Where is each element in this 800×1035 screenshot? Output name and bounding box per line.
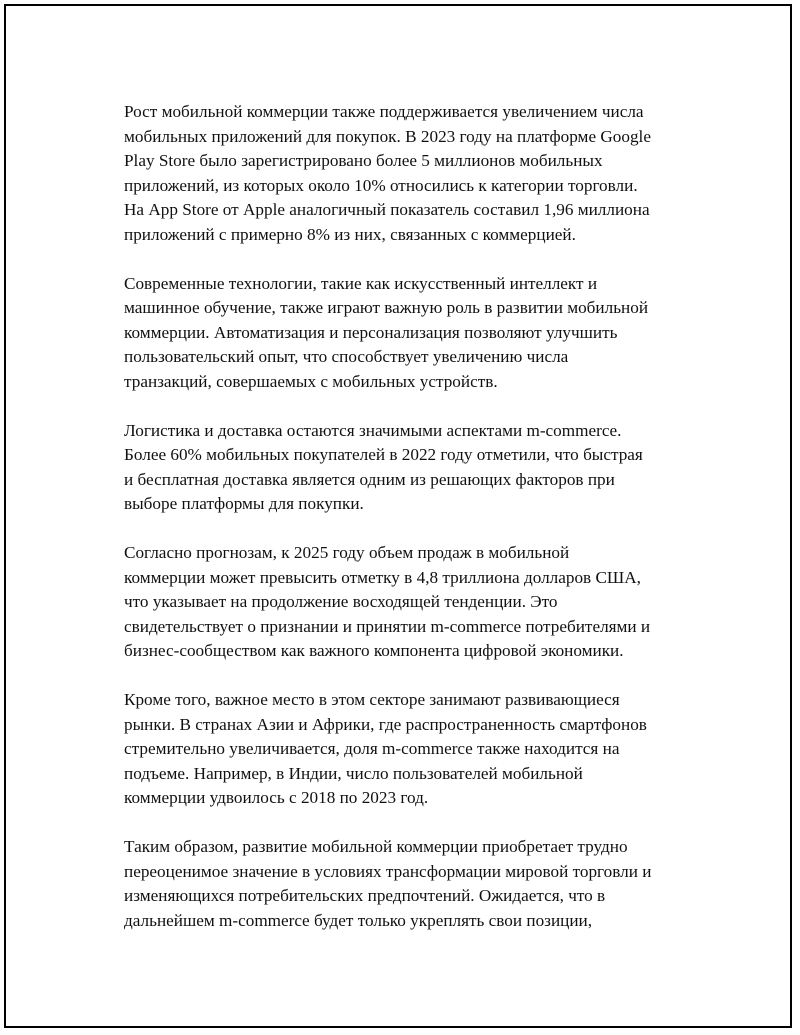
text-line: пользовательский опыт, что способствует увеличению числа [124, 347, 569, 366]
text-line: Play Store было зарегистрировано более 5 миллионов мобильных [124, 151, 603, 170]
document-body [124, 100, 704, 958]
text-line: свидетельствует о признании и принятии m-commerce потребителями и [124, 616, 651, 636]
text-line: стремительно увеличивается, доля m-commerce также находится на [124, 739, 620, 758]
paragraph-conclusion [124, 835, 704, 933]
text-line: выборе платформы для покупки. [124, 494, 364, 513]
text-line: Таким образом, развитие мобильной коммерции приобретает трудно [124, 837, 628, 856]
text-line: приложений, из которых около 10% относились к категории торговли. [124, 175, 638, 195]
text-line: транзакций, совершаемых с мобильных устройств. [124, 371, 498, 391]
text-line: коммерции может превысить отметку в 4,8 триллиона долларов США, [124, 567, 641, 587]
text-line: Рост мобильной коммерции также поддерживается увеличением числа [124, 102, 644, 121]
text-line: машинное обучение, также играют важную роль в развитии мобильной [124, 298, 649, 317]
text-line: мобильных приложений для покупок. В 2023 году на платформе Google [124, 126, 651, 146]
text-line: переоценимое значение в условиях трансформации мировой торговли и [124, 861, 652, 881]
text-line: Кроме того, важное место в этом секторе занимают развивающиеся [124, 690, 620, 709]
text-line: коммерции удвоилось с 2018 по 2023 год. [124, 788, 429, 807]
text-line: и бесплатная доставка является одним из решающих факторов при [124, 469, 615, 489]
paragraph-technologies [124, 272, 704, 395]
paragraph-forecast [124, 541, 704, 664]
text-line: Согласно прогнозам, к 2025 году объем продаж в мобильной [124, 543, 570, 562]
text-line: Более 60% мобильных покупателей в 2022 году отметили, что быстрая [124, 445, 643, 464]
paragraph-logistics [124, 419, 704, 517]
page-frame [4, 4, 792, 1028]
text-line: изменяющихся потребительских предпочтений. Ожидается, что в [124, 886, 606, 905]
paragraph-mobile-apps [124, 100, 704, 247]
text-line: Современные технологии, такие как искусственный интеллект и [124, 273, 598, 293]
paragraph-emerging-markets [124, 688, 704, 811]
text-line: подъеме. Например, в Индии, число пользователей мобильной [124, 763, 583, 783]
text-line: На App Store от Apple аналогичный показатель составил 1,96 миллиона [124, 200, 650, 219]
text-line: бизнес-сообществом как важного компонента цифровой экономики. [124, 641, 624, 660]
text-line: приложений с примерно 8% из них, связанных с коммерцией. [124, 224, 576, 244]
text-line: дальнейшем m-commerce будет только укреплять свои позиции, [124, 910, 593, 930]
text-line: рынки. В странах Азии и Африки, где распространенность смартфонов [124, 714, 647, 734]
text-line: коммерции. Автоматизация и персонализация позволяют улучшить [124, 322, 618, 342]
text-line: что указывает на продолжение восходящей тенденции. Это [124, 592, 558, 611]
text-line: Логистика и доставка остаются значимыми аспектами m-commerce. [124, 420, 622, 440]
